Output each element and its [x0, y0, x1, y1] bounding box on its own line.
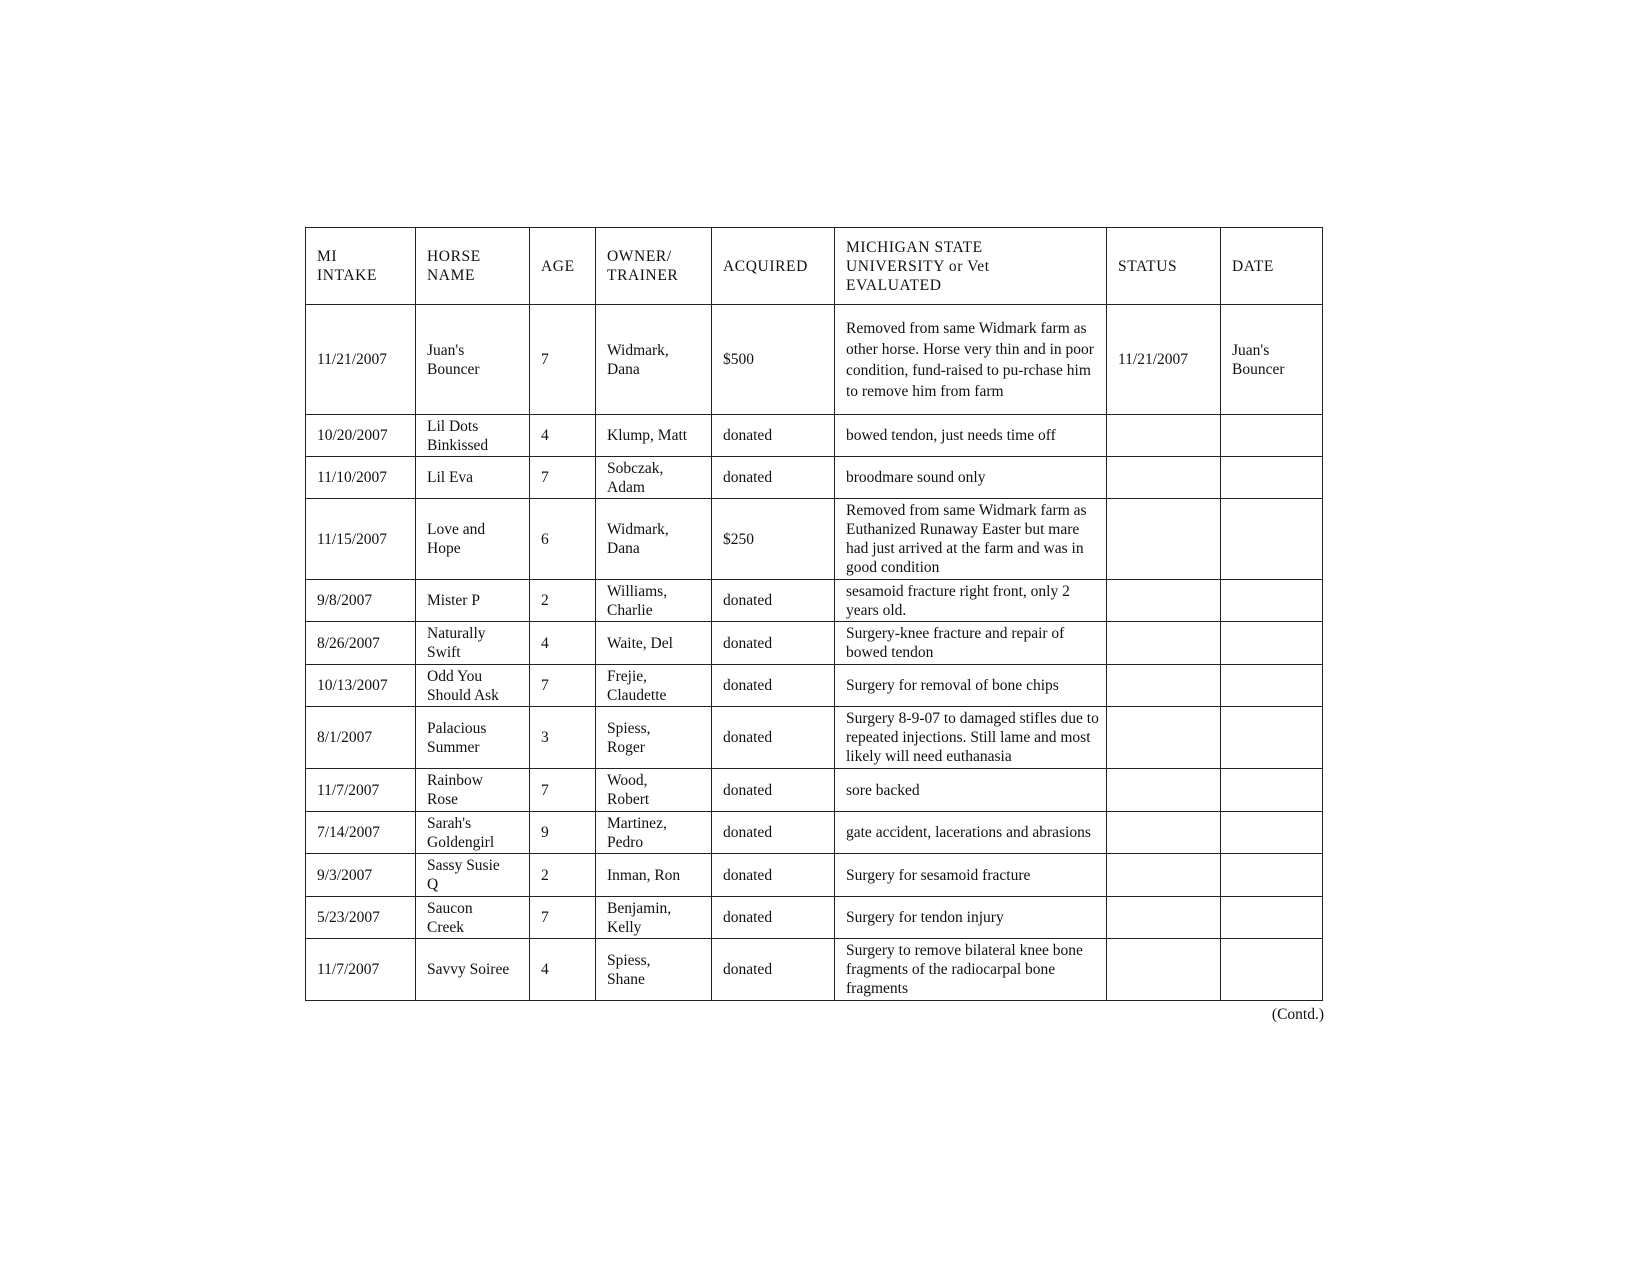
cell-owner: Martinez, Pedro	[596, 812, 712, 854]
header-mi-intake: MI INTAKE	[306, 228, 416, 305]
cell-owner: Widmark, Dana	[596, 305, 712, 415]
cell-age: 3	[530, 707, 596, 769]
cell-owner: Sobczak, Adam	[596, 457, 712, 499]
cell-owner: Benjamin, Kelly	[596, 897, 712, 939]
cell-evaluated: Surgery 8-9-07 to damaged stifles due to repeated injections. Still lame and most likely will need euthanasia	[835, 707, 1107, 769]
header-owner-trainer: OWNER/ TRAINER	[596, 228, 712, 305]
cell-horse-name: Palacious Summer	[416, 707, 530, 769]
header-horse-name: HORSE NAME	[416, 228, 530, 305]
table-row	[306, 580, 1323, 622]
cell-acquired: $250	[712, 499, 835, 580]
cell-date	[1221, 622, 1323, 665]
table-row	[306, 499, 1323, 580]
cell-horse-name: Odd You Should Ask	[416, 665, 530, 707]
table-row	[306, 457, 1323, 499]
cell-age: 4	[530, 622, 596, 665]
cell-date	[1221, 665, 1323, 707]
cell-intake: 9/8/2007	[306, 580, 416, 622]
cell-intake: 9/3/2007	[306, 854, 416, 897]
cell-intake: 7/14/2007	[306, 812, 416, 854]
table-row	[306, 854, 1323, 897]
table-header-row	[306, 228, 1323, 305]
cell-evaluated: broodmare sound only	[835, 457, 1107, 499]
cell-status	[1107, 415, 1221, 457]
cell-age: 7	[530, 665, 596, 707]
cell-horse-name: Love and Hope	[416, 499, 530, 580]
cell-evaluated: Surgery for sesamoid fracture	[835, 854, 1107, 897]
cell-intake: 11/7/2007	[306, 769, 416, 812]
cell-evaluated: Surgery for tendon injury	[835, 897, 1107, 939]
cell-acquired: donated	[712, 415, 835, 457]
header-acquired: ACQUIRED	[712, 228, 835, 305]
cell-age: 9	[530, 812, 596, 854]
cell-status	[1107, 457, 1221, 499]
cell-intake: 8/1/2007	[306, 707, 416, 769]
cell-acquired: donated	[712, 457, 835, 499]
cell-date	[1221, 580, 1323, 622]
cell-date	[1221, 897, 1323, 939]
table-row	[306, 812, 1323, 854]
cell-date	[1221, 812, 1323, 854]
cell-date	[1221, 415, 1323, 457]
cell-status: 11/21/2007	[1107, 305, 1221, 415]
cell-horse-name: Saucon Creek	[416, 897, 530, 939]
cell-age: 4	[530, 415, 596, 457]
cell-horse-name: Mister P	[416, 580, 530, 622]
cell-horse-name: Lil Eva	[416, 457, 530, 499]
cell-horse-name: Naturally Swift	[416, 622, 530, 665]
cell-age: 4	[530, 939, 596, 1001]
cell-acquired: donated	[712, 665, 835, 707]
table-row	[306, 305, 1323, 415]
cell-horse-name: Sarah's Goldengirl	[416, 812, 530, 854]
cell-owner: Williams, Charlie	[596, 580, 712, 622]
cell-owner: Spiess, Shane	[596, 939, 712, 1001]
header-age: AGE	[530, 228, 596, 305]
cell-evaluated: sore backed	[835, 769, 1107, 812]
header-status: STATUS	[1107, 228, 1221, 305]
cell-age: 7	[530, 769, 596, 812]
cell-evaluated: gate accident, lacerations and abrasions	[835, 812, 1107, 854]
cell-intake: 10/13/2007	[306, 665, 416, 707]
cell-status	[1107, 622, 1221, 665]
cell-date	[1221, 769, 1323, 812]
cell-acquired: $500	[712, 305, 835, 415]
cell-acquired: donated	[712, 854, 835, 897]
cell-evaluated: Surgery to remove bilateral knee bone fragments of the radiocarpal bone fragments	[835, 939, 1107, 1001]
header-evaluated: MICHIGAN STATE UNIVERSITY or Vet EVALUATED	[835, 228, 1107, 305]
cell-horse-name: Rainbow Rose	[416, 769, 530, 812]
cell-age: 7	[530, 897, 596, 939]
cell-owner: Frejie, Claudette	[596, 665, 712, 707]
cell-status	[1107, 707, 1221, 769]
table-row	[306, 769, 1323, 812]
cell-date	[1221, 707, 1323, 769]
cell-status	[1107, 939, 1221, 1001]
table-row	[306, 939, 1323, 1001]
cell-owner: Inman, Ron	[596, 854, 712, 897]
cell-intake: 11/21/2007	[306, 305, 416, 415]
cell-age: 2	[530, 854, 596, 897]
cell-age: 7	[530, 305, 596, 415]
cell-horse-name: Savvy Soiree	[416, 939, 530, 1001]
cell-horse-name: Sassy Susie Q	[416, 854, 530, 897]
cell-status	[1107, 812, 1221, 854]
cell-evaluated: Removed from same Widmark farm as other horse. Horse very thin and in poor condition, fund-raised to pu-rchase him to remove him from farm	[835, 305, 1107, 415]
cell-status	[1107, 580, 1221, 622]
cell-intake: 11/7/2007	[306, 939, 416, 1001]
table-row	[306, 897, 1323, 939]
cell-acquired: donated	[712, 769, 835, 812]
cell-acquired: donated	[712, 707, 835, 769]
cell-date	[1221, 854, 1323, 897]
cell-age: 6	[530, 499, 596, 580]
table-row	[306, 707, 1323, 769]
cell-status	[1107, 665, 1221, 707]
cell-date	[1221, 939, 1323, 1001]
cell-status	[1107, 499, 1221, 580]
table-row	[306, 622, 1323, 665]
cell-evaluated: Removed from same Widmark farm as Euthanized Runaway Easter but mare had just arrived at the farm and was in good condition	[835, 499, 1107, 580]
cell-date: Juan's Bouncer	[1221, 305, 1323, 415]
cell-intake: 8/26/2007	[306, 622, 416, 665]
cell-owner: Spiess, Roger	[596, 707, 712, 769]
cell-owner: Klump, Matt	[596, 415, 712, 457]
cell-acquired: donated	[712, 622, 835, 665]
cell-acquired: donated	[712, 812, 835, 854]
cell-intake: 5/23/2007	[306, 897, 416, 939]
cell-evaluated: bowed tendon, just needs time off	[835, 415, 1107, 457]
cell-horse-name: Lil Dots Binkissed	[416, 415, 530, 457]
cell-owner: Wood, Robert	[596, 769, 712, 812]
table-row	[306, 415, 1323, 457]
cell-evaluated: sesamoid fracture right front, only 2 years old.	[835, 580, 1107, 622]
cell-status	[1107, 769, 1221, 812]
cell-date	[1221, 457, 1323, 499]
cell-acquired: donated	[712, 939, 835, 1001]
cell-evaluated: Surgery for removal of bone chips	[835, 665, 1107, 707]
cell-status	[1107, 854, 1221, 897]
cell-intake: 11/10/2007	[306, 457, 416, 499]
cell-age: 7	[530, 457, 596, 499]
table-row	[306, 665, 1323, 707]
cell-status	[1107, 897, 1221, 939]
cell-owner: Waite, Del	[596, 622, 712, 665]
continued-note: (Contd.)	[1271, 1006, 1324, 1023]
header-date: DATE	[1221, 228, 1323, 305]
cell-age: 2	[530, 580, 596, 622]
cell-intake: 10/20/2007	[306, 415, 416, 457]
cell-acquired: donated	[712, 580, 835, 622]
cell-owner: Widmark, Dana	[596, 499, 712, 580]
horse-intake-table	[305, 227, 1323, 1001]
cell-evaluated: Surgery-knee fracture and repair of bowed tendon	[835, 622, 1107, 665]
cell-horse-name: Juan's Bouncer	[416, 305, 530, 415]
cell-intake: 11/15/2007	[306, 499, 416, 580]
cell-date	[1221, 499, 1323, 580]
cell-acquired: donated	[712, 897, 835, 939]
